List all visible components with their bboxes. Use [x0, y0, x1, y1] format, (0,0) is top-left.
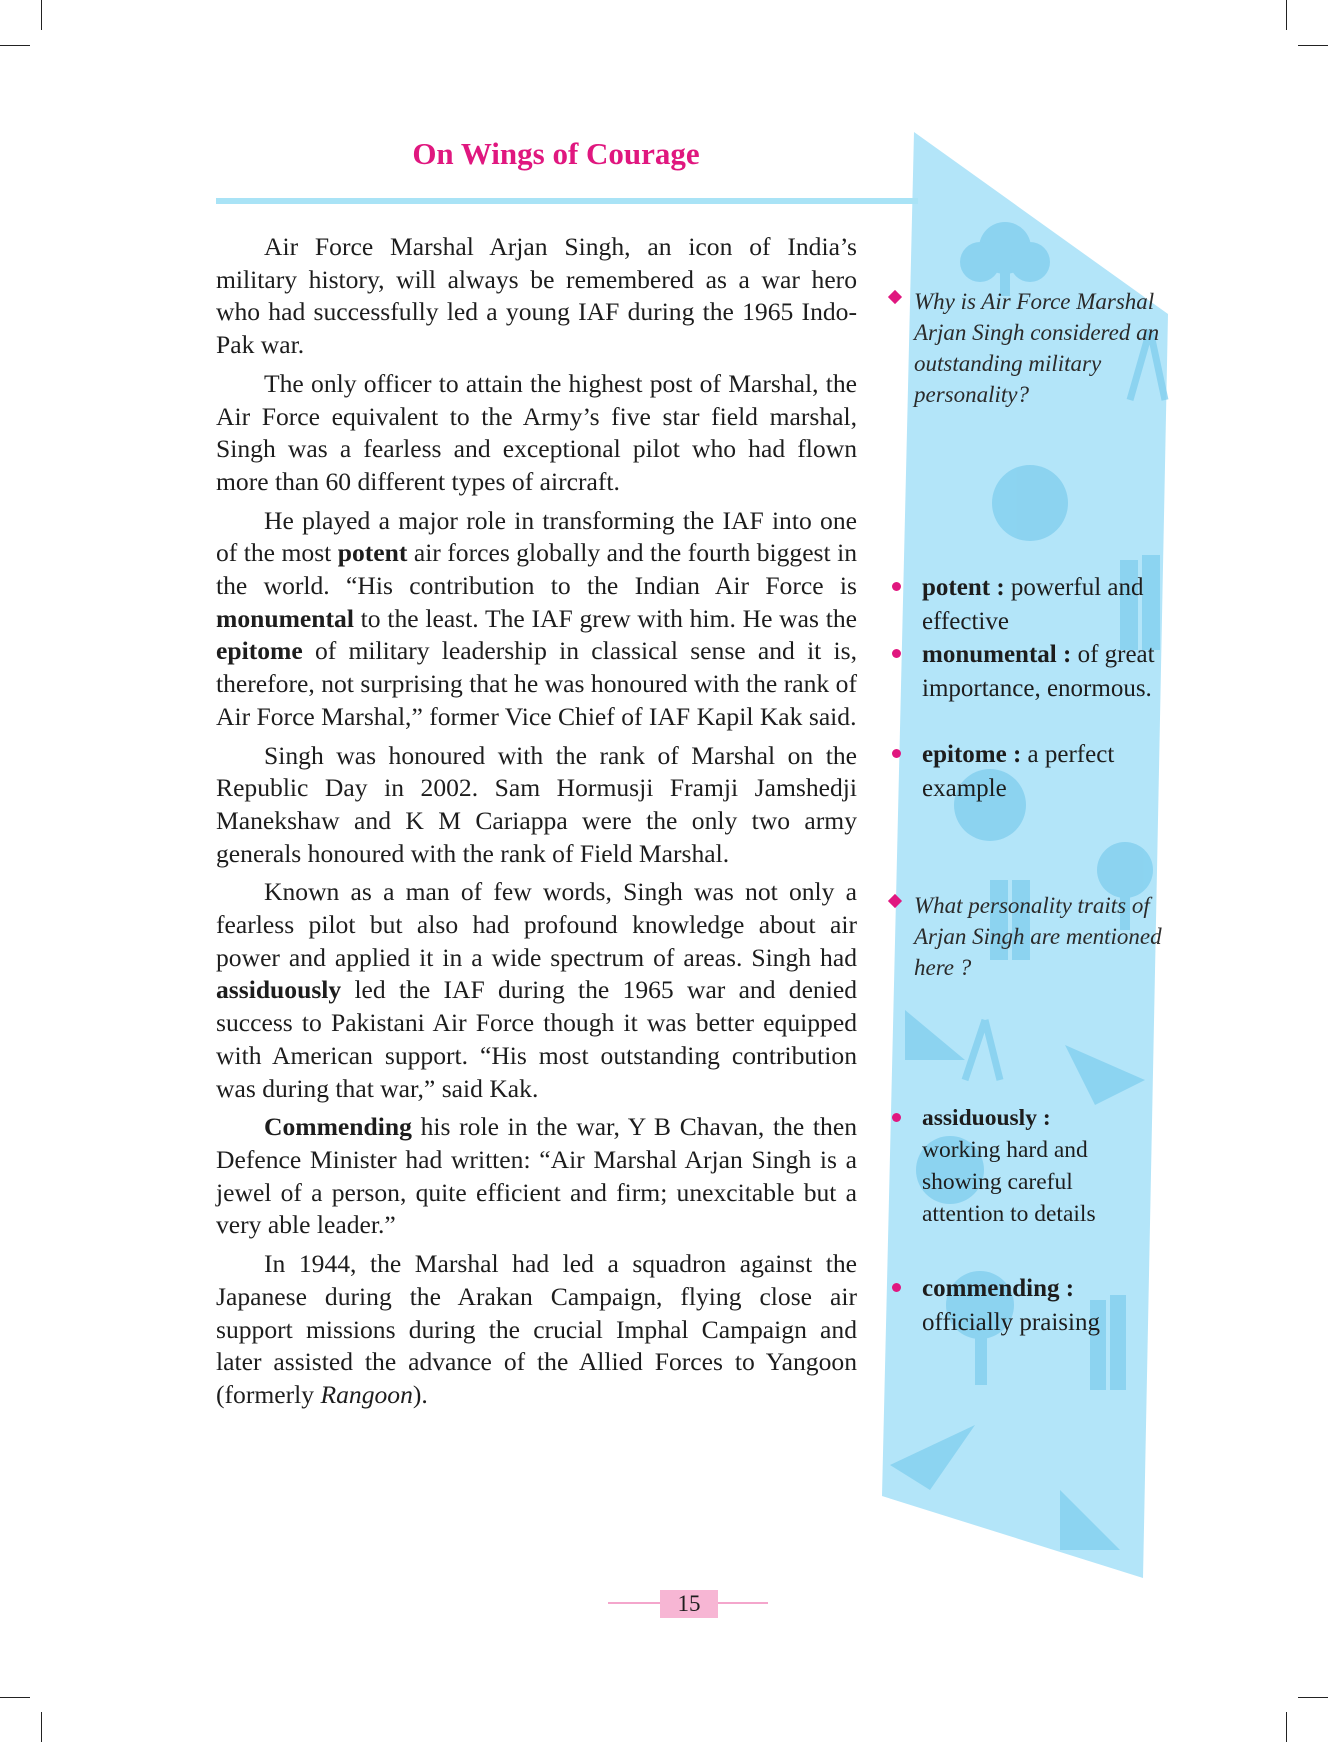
bold-term: assiduously	[216, 975, 342, 1005]
bold-term: Commending	[264, 1112, 412, 1142]
page-number-block	[608, 1590, 768, 1620]
glossary-meaning: working hard and showing careful attention to details	[922, 1137, 1096, 1227]
italic-term: Rangoon	[320, 1379, 413, 1409]
bold-term: monumental	[216, 603, 354, 633]
glossary-word: commending	[922, 1275, 1060, 1302]
glossary-word: assiduously	[922, 1105, 1037, 1131]
question-2-text: What personality traits of Arjan Singh are mentioned here ?	[914, 893, 1162, 980]
glossary-word: epitome	[922, 741, 1007, 768]
sidebar-question-1	[892, 286, 1162, 410]
glossary-item-assiduously	[892, 1102, 1160, 1230]
glossary-word: potent	[922, 574, 991, 601]
bold-term: potent	[337, 538, 408, 568]
glossary-sep: :	[996, 574, 1005, 601]
body-paragraph	[216, 505, 857, 734]
text-run: He played a major role in transforming the IAF into one of the most	[216, 505, 857, 568]
glossary-sep: :	[1042, 1105, 1051, 1131]
text-run: to the least. The IAF grew with him. He was the	[353, 603, 857, 633]
glossary-item-epitome	[892, 738, 1160, 805]
body-paragraph	[216, 231, 857, 362]
dot-bullet-icon	[892, 1113, 901, 1122]
body-paragraph	[216, 1248, 857, 1412]
dot-bullet-icon	[892, 749, 901, 758]
glossary-item-commending	[892, 1272, 1160, 1339]
body-paragraph	[216, 876, 857, 1105]
dot-bullet-icon	[892, 582, 901, 591]
body-paragraph	[216, 1111, 857, 1242]
dot-bullet-icon	[892, 649, 901, 658]
text-run: his role in the war, Y B Chavan, the then Defence Minister had written: “Air Marshal Arjan Singh is a jewel of a person, quite efficient and firm; unexcitable but a very able leader.”	[216, 1112, 857, 1240]
glossary-word: monumental	[922, 641, 1057, 668]
glossary-meaning: powerful and effective	[922, 574, 1144, 635]
dot-bullet-icon	[892, 1283, 901, 1292]
bold-term: epitome	[216, 636, 303, 666]
text-run: ).	[412, 1379, 428, 1409]
text-run: air forces globally and the fourth biggest in the world. “His contribution to the Indian Air Force is	[216, 538, 857, 601]
text-run: Singh was honoured with the rank of Marshal on the Republic Day in 2002. Sam Hormusji Framji Jamshedji Manekshaw and K M Cariappa were the only two army generals honoured with the rank of Field Marshal.	[216, 740, 857, 868]
title-rule	[216, 198, 918, 204]
text-run: led the IAF during the 1965 war and denied success to Pakistani Air Force though it was better equipped with American support. “His most outstanding contribution was during that war,” said Kak.	[216, 975, 857, 1103]
sidebar-question-2	[892, 890, 1162, 983]
page-number: 15	[660, 1590, 718, 1618]
glossary-sep: :	[1065, 1275, 1075, 1302]
glossary-sep: :	[1062, 641, 1072, 668]
main-text	[216, 231, 857, 1418]
glossary-meaning: of great importance, enormous.	[922, 641, 1155, 702]
glossary-item-potent	[892, 571, 1160, 638]
body-paragraph	[216, 368, 857, 499]
text-run: The only officer to attain the highest post of Marshal, the Air Force equivalent to the Army’s five star field marshal, Singh was a fearless and exceptional pilot who had flown more than 60 different types of aircraft.	[216, 368, 857, 496]
question-1-text: Why is Air Force Marshal Arjan Singh considered an outstanding military personality?	[914, 289, 1160, 407]
text-run: In 1944, the Marshal had led a squadron against the Japanese during the Arakan Campaign, flying close air support missions during the crucial Imphal Campaign and later assisted the advance of the Allied Forces to Yangoon (formerly	[216, 1249, 857, 1409]
page-title: On Wings of Courage	[412, 136, 700, 171]
text-run: Air Force Marshal Arjan Singh, an icon of India’s military history, will always be remembered as a war hero who had successfully led a young IAF during the 1965 Indo-Pak war.	[216, 232, 857, 360]
text-run: Known as a man of few words, Singh was not only a fearless pilot but also had profound knowledge about air power and applied it in a wide spectrum of areas. Singh had	[216, 877, 857, 972]
glossary-meaning: a perfect example	[922, 741, 1115, 802]
glossary-item-monumental	[892, 638, 1160, 705]
glossary-sep: :	[1012, 741, 1022, 768]
body-paragraph	[216, 740, 857, 871]
ball-icon	[992, 465, 1068, 541]
text-run: of military leadership in classical sense and it is, therefore, not surprising that he was honoured with the rank of Air Force Marshal,” former Vice Chief of IAF Kapil Kak said.	[216, 636, 857, 731]
glossary-meaning: officially praising	[922, 1308, 1100, 1336]
